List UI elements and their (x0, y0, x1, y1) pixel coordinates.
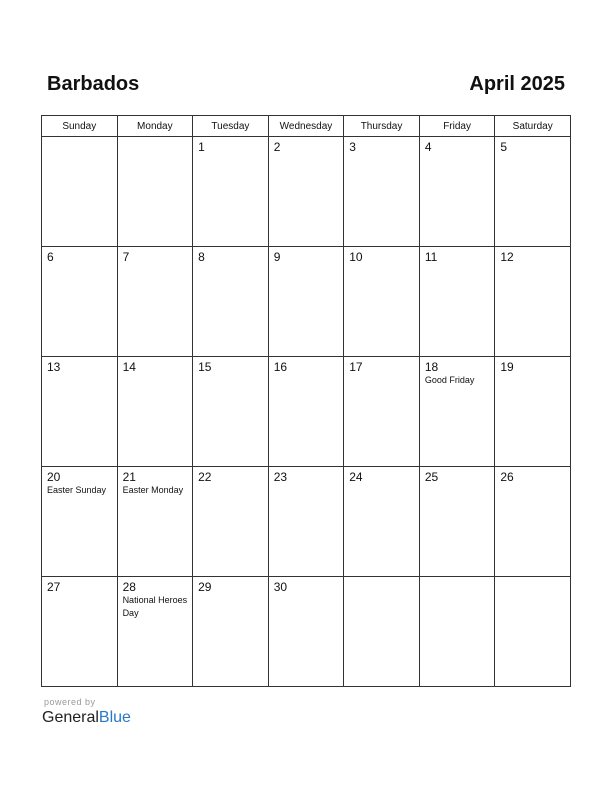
weekday-header-saturday: Saturday (495, 116, 571, 137)
day-cell (193, 577, 269, 687)
day-number: 1 (198, 140, 205, 154)
day-number (42, 137, 117, 140)
day-number: 15 (198, 360, 212, 374)
weekday-header-sunday: Sunday (42, 116, 118, 137)
weekday-header-thursday: Thursday (344, 116, 420, 137)
day-cell (117, 577, 193, 687)
weekday-header-friday: Friday (419, 116, 495, 137)
week-row (42, 357, 571, 467)
day-cell (344, 137, 420, 247)
day-number: 19 (500, 360, 514, 374)
holiday-label: Easter Monday (122, 485, 184, 495)
day-cell (495, 467, 571, 577)
week-row (42, 247, 571, 357)
day-cell (268, 577, 344, 687)
day-cell (495, 137, 571, 247)
holiday-label: Easter Sunday (47, 485, 107, 495)
day-number: 6 (47, 250, 54, 264)
day-number: 4 (424, 140, 432, 154)
day-cell (495, 577, 571, 687)
day-number (344, 577, 419, 580)
day-cell (344, 247, 420, 357)
week-row (42, 467, 571, 577)
day-number (495, 577, 570, 580)
day-number: 27 (47, 580, 61, 594)
day-number: 12 (500, 250, 514, 264)
day-number: 28 (122, 580, 136, 594)
brand-logo[interactable] (42, 708, 131, 728)
country-title: Barbados (47, 73, 140, 95)
day-cell (117, 137, 193, 247)
weekday-header-monday: Monday (117, 116, 193, 137)
day-number: 21 (122, 470, 136, 484)
day-number (420, 577, 495, 580)
day-number: 10 (349, 250, 363, 264)
day-number: 24 (349, 470, 363, 484)
day-cell (419, 357, 495, 467)
day-number: 3 (349, 140, 356, 154)
day-number: 2 (273, 140, 281, 154)
holiday-label: National Heroes Day (122, 595, 188, 618)
day-number: 16 (273, 360, 288, 374)
day-number: 17 (349, 360, 363, 374)
weekday-header-row (42, 116, 571, 137)
day-cell (42, 247, 118, 357)
day-cell (419, 577, 495, 687)
day-number: 8 (198, 250, 205, 264)
day-number: 26 (500, 470, 514, 484)
powered-by-label: powered by (44, 697, 96, 707)
day-number: 29 (198, 580, 212, 594)
brand-blue-text: Blue (98, 709, 131, 726)
day-cell (193, 357, 269, 467)
week-row (42, 137, 571, 247)
day-number: 11 (424, 250, 438, 264)
week-row (42, 577, 571, 687)
day-number: 20 (47, 470, 61, 484)
day-cell (117, 467, 193, 577)
day-cell (268, 137, 344, 247)
day-number: 18 (424, 360, 439, 374)
day-number (118, 137, 193, 140)
day-cell (193, 137, 269, 247)
day-cell (42, 137, 118, 247)
day-cell (42, 467, 118, 577)
day-cell (344, 577, 420, 687)
day-number: 13 (47, 360, 61, 374)
day-cell (42, 577, 118, 687)
weekday-header-wednesday: Wednesday (268, 116, 344, 137)
day-cell (268, 247, 344, 357)
day-cell (193, 467, 269, 577)
brand-general-text: General (42, 709, 99, 726)
day-number: 30 (273, 580, 288, 594)
day-cell (117, 247, 193, 357)
calendar-grid (41, 115, 571, 687)
day-cell (495, 247, 571, 357)
day-cell (42, 357, 118, 467)
weekday-header-tuesday: Tuesday (193, 116, 269, 137)
day-cell (193, 247, 269, 357)
day-cell (117, 357, 193, 467)
day-cell (495, 357, 571, 467)
day-cell (419, 467, 495, 577)
day-number: 23 (273, 470, 288, 484)
day-number: 14 (122, 360, 136, 374)
day-number: 9 (273, 250, 281, 264)
month-year-title: April 2025 (469, 73, 565, 95)
holiday-label: Good Friday (424, 375, 475, 385)
day-cell (268, 467, 344, 577)
day-cell (419, 137, 495, 247)
day-cell (268, 357, 344, 467)
day-cell (344, 357, 420, 467)
day-number: 5 (500, 140, 508, 154)
day-number: 25 (424, 470, 439, 484)
day-number: 22 (198, 470, 212, 484)
day-cell (344, 467, 420, 577)
day-cell (419, 247, 495, 357)
day-number: 7 (122, 250, 130, 264)
